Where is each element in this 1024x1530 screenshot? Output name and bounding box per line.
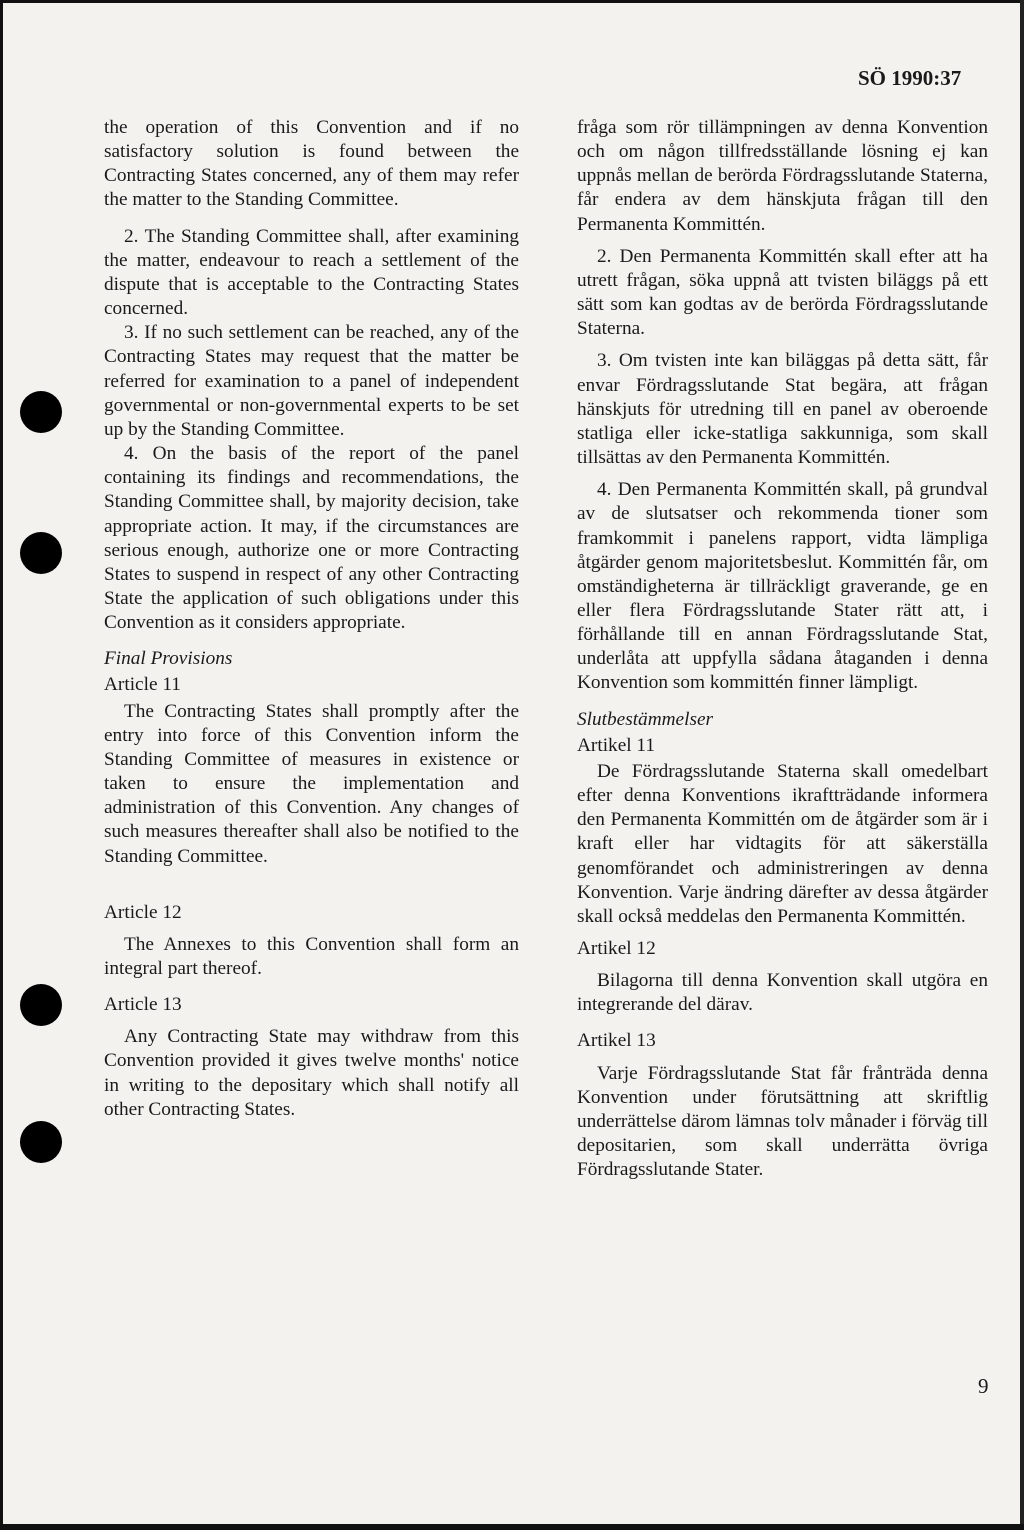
swedish-article-12-heading: Artikel 12 [577, 938, 656, 959]
swedish-final-provisions-heading: Slutbestämmelser [577, 708, 714, 730]
english-article-13-heading: Article 13 [104, 994, 182, 1016]
english-final-provisions-heading: Final Provisions [104, 648, 233, 670]
swedish-paragraph-3: 3. Om tvisten inte kan biläggas på detta sätt, får envar Fördragsslutande Stat begära, att frågan hänskjuts för utredning till en panel av oberoende statliga eller icke-statliga sakkunniga, som skall tillsättas av den Permanenta Kommittén. [577, 350, 988, 469]
swedish-article-13-text: Varje Fördragsslutande Stat får frånträda denna Konvention under förutsättning att skriftlig underrättelse därom lämnas tolv månader i förväg till depositarien, som skall underrätta övriga Fördragsslutande Stater. [577, 1062, 988, 1181]
scan-border-bottom [0, 1524, 1024, 1530]
swedish-paragraph-2: 2. Den Permanenta Kommittén skall efter att ha utrett frågan, söka uppnå att tvisten biläggs på ett sätt som kan godtas av de berörda Fördragsslutande Staterna. [577, 245, 988, 340]
document-reference: SÖ 1990:37 [858, 66, 962, 90]
page-number: 9 [978, 1374, 989, 1398]
swedish-article-11-heading: Artikel 11 [577, 734, 656, 756]
scan-border-left [0, 0, 3, 1530]
swedish-article-13-heading: Artikel 13 [577, 1030, 656, 1052]
punch-hole [20, 984, 62, 1026]
english-paragraph-3: 3. If no such settlement can be reached, any of the Contracting States may request that the matter be referred for examination to a panel of independent governmental or non-governmental experts to be set up by the Standing Committee. [104, 322, 519, 440]
english-paragraph-4: 4. On the basis of the report of the panel containing its findings and recommendations, the Standing Committee shall, by majority decision, take appropriate action. It may, if the circumstances are serious enough, authorize one or more Contracting States to suspend in respect of any other Contracting State the application of such obligations under this Convention as it considers appropriate. [104, 443, 519, 634]
scan-border-top [0, 0, 1024, 3]
scan-border-right [1020, 0, 1024, 1530]
punch-hole [20, 391, 62, 433]
english-intro-paragraph: the operation of this Convention and if no satisfactory solution is found between the Contracting States concerned, any of them may refer the matter to the Standing Committee. [104, 117, 519, 211]
english-column [104, 116, 519, 1122]
swedish-paragraph-4: 4. Den Permanenta Kommittén skall, på grundval av de slutsatser och rekommenda tioner som framkommit i panelens rapport, vidta lämpliga åtgärder genom majoritetsbeslut. Kommittén får, om omständigheterna är tillräckligt graverande, ge en eller flera Fördragsslutande Stater rätt att, i förhållande till en annan Fördragsslutande Stat, underlåta att uppfylla sådana åtaganden i denna Konvention som kommittén finner lämpligt. [577, 479, 988, 694]
english-article-12-heading: Article 12 [104, 901, 182, 923]
english-article-11-heading: Article 11 [104, 674, 181, 696]
punch-hole [20, 1121, 62, 1163]
english-paragraph-2: 2. The Standing Committee shall, after examining the matter, endeavour to reach a settlement of the dispute that is acceptable to the Contracting States concerned. [104, 225, 519, 320]
swedish-column [577, 116, 988, 1182]
english-article-11-text: The Contracting States shall promptly after the entry into force of this Convention inform the Standing Committee of measures in existence or taken to ensure the implementation and administration of this Convention. Any changes of such measures thereafter shall also be notified to the Standing Committee. [104, 700, 519, 867]
english-article-13-text: Any Contracting State may withdraw from this Convention provided it gives twelve months' notice in writing to the depositary which shall notify all other Contracting States. [104, 1026, 519, 1120]
swedish-article-12-text: Bilagorna till denna Konvention skall utgöra en integrerande del därav. [577, 970, 988, 1016]
swedish-article-11-text: De Fördragsslutande Staterna skall omedelbart efter denna Konventions ikraftträdande informera den Permanenta Kommittén om de åtgärder som är i kraft eller har vidtagits för att säkerställa genomförandet och administreringen av denna Konvention. Varje ändring därefter av dessa åtgärder skall också meddelas den Permanenta Kommittén. [577, 760, 988, 927]
punch-hole [20, 532, 62, 574]
english-article-12-text: The Annexes to this Convention shall form an integral part thereof. [104, 933, 519, 979]
swedish-intro-paragraph: fråga som rör tillämpningen av denna Konvention och om någon tillfredsställande lösning ej kan uppnås mellan de berörda Fördragsslutande Staterna, får endera av dem hänskjuta frågan till den Permanenta Kommittén. [577, 117, 988, 235]
